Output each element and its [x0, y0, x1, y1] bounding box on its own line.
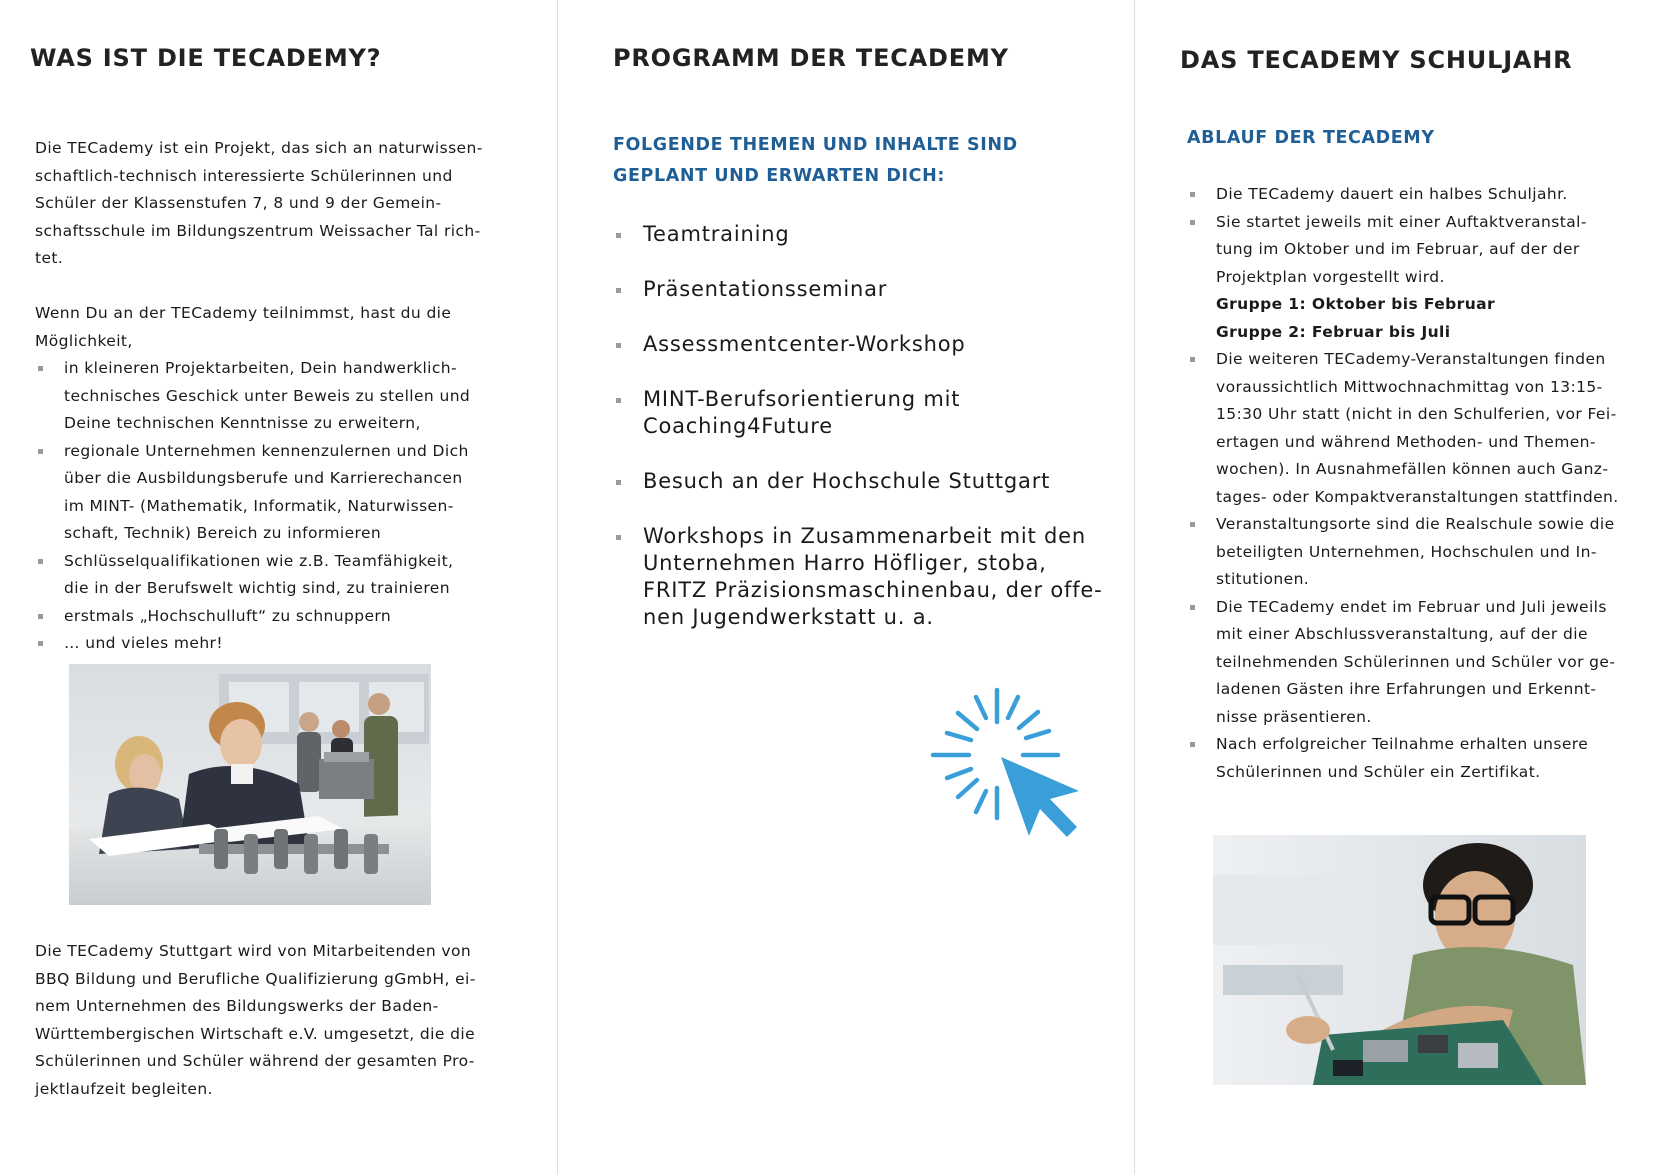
- list-item: [35, 355, 525, 438]
- intro-paragraph: [35, 135, 515, 273]
- text-line: FRITZ Präzisionsmaschinenbau, der offe-: [643, 578, 1103, 602]
- text-line: BBQ Bildung und Berufliche Qualifizierung gGmbH, ei-: [35, 969, 476, 988]
- text-line: tet.: [35, 249, 64, 267]
- text-line: Die TECademy dauert ein halbes Schuljahr.: [1216, 185, 1568, 203]
- text-line: Sie startet jeweils mit einer Auftaktveranstal-: [1216, 212, 1587, 231]
- group-dates: [1187, 291, 1495, 346]
- text-line: Wenn Du an der TECademy teilnimmst, hast du die: [35, 304, 452, 322]
- text-line: Besuch an der Hochschule Stuttgart: [643, 469, 1051, 493]
- text-line: Präsentationsseminar: [643, 277, 888, 301]
- text-line: beteiligten Unternehmen, Hochschulen und In-: [1216, 542, 1597, 561]
- list-item: [35, 630, 525, 658]
- text-line: tung im Oktober und im Februar, auf der der: [1216, 240, 1580, 258]
- programm-list: [613, 221, 1113, 659]
- column-title-was-ist: WAS IST DIE TECADEMY?: [30, 44, 382, 72]
- list-item: [1187, 511, 1657, 594]
- schuljahr-subtitle: ABLAUF DER TECADEMY: [1187, 128, 1435, 148]
- outro-paragraph: [35, 938, 515, 1103]
- student-electronics-illustration: [1213, 835, 1586, 1085]
- click-cursor-icon: [925, 685, 1090, 845]
- list-item: [613, 276, 1113, 303]
- text-line: schaftlich-technisch interessierte Schülerinnen und: [35, 166, 453, 185]
- text-line: wochen). In Ausnahmefällen können auch Ganz-: [1216, 460, 1609, 478]
- text-line: stitutionen.: [1216, 570, 1310, 588]
- list-item: [613, 523, 1113, 631]
- text-line: schaft, Technik) Bereich zu informieren: [64, 524, 382, 542]
- text-line: über die Ausbildungsberufe und Karrierechancen: [64, 469, 463, 487]
- text-line: technisches Geschick unter Beweis zu stellen und: [64, 386, 471, 405]
- text-line: Workshops in Zusammenarbeit mit den: [643, 524, 1086, 548]
- text-line: voraussichtlich Mittwochnachmittag von 13:15-: [1216, 377, 1603, 396]
- text-line: Schüler der Klassenstufen 7, 8 und 9 der Gemein-: [35, 194, 442, 212]
- text-line: tages- oder Kompaktveranstaltungen stattfinden.: [1216, 487, 1619, 506]
- text-line: Nach erfolgreicher Teilnahme erhalten unsere: [1216, 735, 1589, 753]
- list-item: [613, 221, 1113, 248]
- text-line: regionale Unternehmen kennenzulernen und Dich: [64, 441, 469, 460]
- list-item: [1187, 346, 1657, 511]
- students-workshop-illustration: [69, 664, 431, 905]
- text-line: Projektplan vorgestellt wird.: [1216, 267, 1445, 286]
- text-line: Coaching4Future: [643, 414, 833, 438]
- text-line: schaftsschule im Bildungszentrum Weissacher Tal rich-: [35, 221, 481, 240]
- text-line: nisse präsentieren.: [1216, 707, 1372, 726]
- group-1-label: Gruppe 1: Oktober bis Februar: [1216, 295, 1496, 313]
- text-line: Deine technischen Kenntnisse zu erweitern,: [64, 414, 421, 432]
- column-title-programm: PROGRAMM DER TECADEMY: [613, 44, 1009, 72]
- list-item: [1187, 594, 1657, 732]
- text-line: Möglichkeit,: [35, 331, 133, 350]
- text-line: Württembergischen Wirtschaft e.V. umgesetzt, die die: [35, 1024, 476, 1043]
- subtitle-line: FOLGENDE THEMEN UND INHALTE SIND: [613, 135, 1018, 155]
- text-line: Schülerinnen und Schüler ein Zertifikat.: [1216, 762, 1541, 781]
- list-item: [613, 386, 1113, 440]
- text-line: in kleineren Projektarbeiten, Dein handwerklich-: [64, 359, 458, 377]
- group-2-label: Gruppe 2: Februar bis Juli: [1216, 322, 1451, 341]
- text-line: Die TECademy endet im Februar und Juli jeweils: [1216, 597, 1607, 616]
- list-item: [1187, 731, 1657, 786]
- text-line: ertagen und während Methoden- und Themen-: [1216, 432, 1596, 451]
- list-item: [1187, 181, 1647, 209]
- text-line: teilnehmenden Schülerinnen und Schüler vor ge-: [1216, 652, 1616, 671]
- text-line: im MINT- (Mathematik, Informatik, Naturwissen-: [64, 496, 454, 515]
- column-divider-left: [557, 0, 558, 1174]
- text-line: Schülerinnen und Schüler während der gesamten Pro-: [35, 1052, 475, 1070]
- text-line: nem Unternehmen des Bildungswerks der Baden-: [35, 997, 439, 1015]
- text-line: Assessmentcenter-Workshop: [643, 332, 966, 356]
- text-line: Die TECademy ist ein Projekt, das sich an naturwissen-: [35, 139, 483, 157]
- list-item: [35, 548, 525, 603]
- text-line: nen Jugendwerkstatt u. a.: [643, 605, 934, 629]
- schuljahr-list-top: [1187, 181, 1647, 291]
- text-line: Die TECademy Stuttgart wird von Mitarbeitenden von: [35, 942, 472, 960]
- text-line: Teamtraining: [643, 222, 790, 246]
- text-line: Veranstaltungsorte sind die Realschule sowie die: [1216, 515, 1615, 533]
- students-workshop-photo: [69, 664, 431, 905]
- subtitle-line: GEPLANT UND ERWARTEN DICH:: [613, 166, 945, 186]
- student-electronics-photo: [1213, 835, 1586, 1085]
- list-item: [613, 331, 1113, 358]
- text-line: 15:30 Uhr statt (nicht in den Schulferien, vor Fei-: [1216, 405, 1617, 423]
- column-divider-right: [1134, 0, 1135, 1174]
- text-line: mit einer Abschlussveranstaltung, auf der die: [1216, 625, 1588, 643]
- text-line: Die weiteren TECademy-Veranstaltungen finden: [1216, 350, 1606, 368]
- list-item: [1187, 209, 1647, 292]
- text-line: erstmals „Hochschulluft“ zu schnuppern: [64, 606, 392, 625]
- text-line: die in der Berufswelt wichtig sind, zu trainieren: [64, 579, 450, 597]
- programm-subtitle: [613, 130, 1018, 192]
- column-title-schuljahr: DAS TECADEMY SCHULJAHR: [1180, 46, 1573, 74]
- benefit-list: [35, 355, 525, 658]
- schuljahr-list-bottom: [1187, 346, 1657, 786]
- text-line: Unternehmen Harro Höfliger, stoba,: [643, 551, 1047, 575]
- text-line: … und vieles mehr!: [64, 634, 223, 652]
- list-item: [35, 603, 525, 631]
- text-line: ladenen Gästen ihre Erfahrungen und Erkennt-: [1216, 680, 1597, 698]
- lead-paragraph: [35, 300, 515, 355]
- text-line: Schlüsselqualifikationen wie z.B. Teamfähigkeit,: [64, 551, 454, 570]
- text-line: MINT-Berufsorientierung mit: [643, 387, 961, 411]
- list-item: [35, 438, 525, 548]
- list-item: [613, 468, 1113, 495]
- text-line: jektlaufzeit begleiten.: [35, 1079, 213, 1098]
